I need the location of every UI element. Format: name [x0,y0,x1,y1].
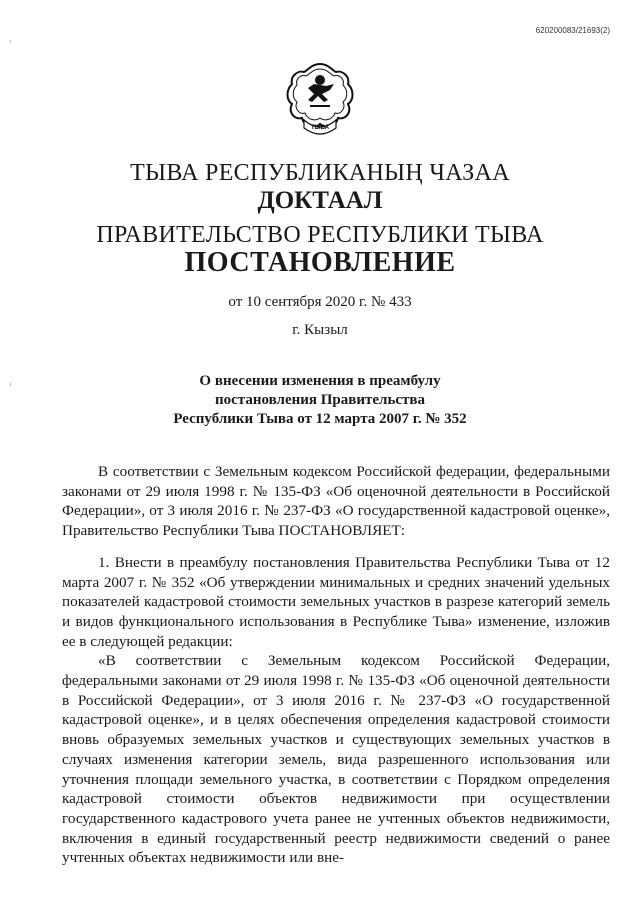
coat-of-arms-emblem [284,60,356,140]
title-tuvan-organization: ТЫВА РЕСПУБЛИКАНЫҢ ЧАЗАА [130,160,510,186]
body-paragraph-preamble: В соответствии с Земельным кодексом Российской федерации, федеральными законами от 29 июля 1998 г. № 135-ФЗ «Об оценочной деятельности в Российской Федерации», от 3 июля 2016 г. № 237-ФЗ «О государственной кадастровой оценке», Правительство Республики Тыва ПОСТАНОВЛЯЕТ: [62,463,610,540]
subject-line: Республики Тыва от 12 марта 2007 г. № 352 [173,411,467,427]
emblem-label: ТЫВА [311,125,329,131]
subject-line: постановления Правительства [215,392,425,408]
body-paragraph-quoted: «В соответствии с Земельным кодексом Российской Федерации, федеральными законами от 29 июля 1998 г. № 135-ФЗ «Об оценочной деятельности в Российской Федерации», от 3 июля 2016 г. № 237-ФЗ «О государственной кадастровой оценке», и в целях обеспечения определения кадастровой стоимости вновь образуемых земельных участков и существующих земельных участков в случаях изменения категории земель, вида разрешенного использования или уточнения площади земельного участка, в соответствии с Порядком определения кадастровой стоимости объектов недвижимости при осуществлении государственного кадастрового учета ранее не учтенных объектов недвижимости, включения в единый государственный реестр недвижимости сведений о ранее учтенных объектах недвижимости или вне- [62,652,610,867]
document-body [62,462,610,868]
document-id: 620200083/21693(2) [535,26,610,35]
document-subject [0,372,640,429]
subject-line: О внесении изменения в преамбулу [199,373,441,389]
emblem-icon [284,60,356,140]
document-date-number: от 10 сентября 2020 г. № 433 [228,294,412,310]
scan-artifact [10,383,11,386]
scan-artifact [10,40,11,43]
title-russian-organization: ПРАВИТЕЛЬСТВО РЕСПУБЛИКИ ТЫВА [96,222,544,248]
title-russian-document-type: ПОСТАНОВЛЕНИЕ [184,247,456,278]
document-city: г. Кызыл [292,322,348,338]
body-paragraph-item-1: 1. Внести в преамбулу постановления Правительства Республики Тыва от 12 марта 2007 г. № 352 «Об утверждении минимальных и средних значений удельных показателей кадастровой стоимости земельных участков в разрезе категорий земель и видов функционального использования в Республике Тыва» изменение, изложив ее в следующей редакции: [62,553,610,650]
title-tuvan-document-type: ДОКТААЛ [257,187,383,214]
